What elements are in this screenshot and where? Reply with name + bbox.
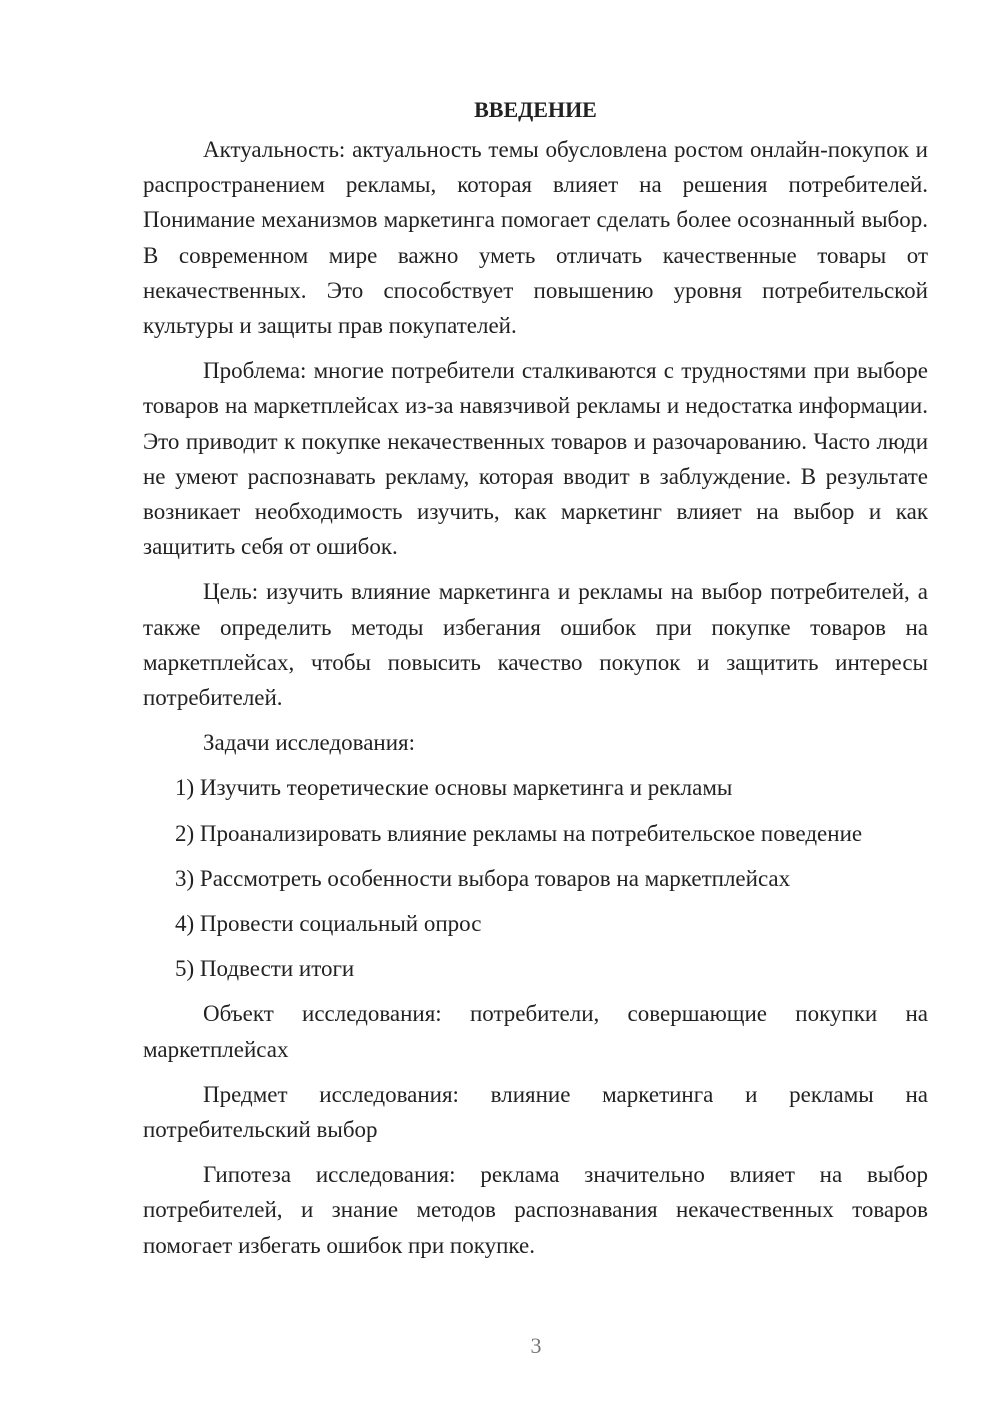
task-item: 5) Подвести итоги: [175, 956, 355, 982]
page-content: [143, 92, 928, 1273]
page-title: ВВЕДЕНИЕ: [474, 97, 597, 122]
paragraph-subject: Предмет исследования: влияние маркетинга и рекламы на потребительский выбор: [143, 1081, 928, 1143]
task-item: 4) Провести социальный опрос: [175, 911, 482, 937]
paragraph-goal: Цель: изучить влияние маркетинга и рекламы на выбор потребителей, а также определить методы избегания ошибок при покупке товаров на маркетплейсах, чтобы повысить качество покупок и защитить интересы потребителей.: [143, 579, 928, 711]
tasks-list: [143, 770, 928, 986]
task-item: 1) Изучить теоретические основы маркетинга и рекламы: [175, 775, 733, 801]
page-number: 3: [530, 1333, 542, 1358]
paragraph-problem: Проблема: многие потребители сталкиваются с трудностями при выборе товаров на маркетплейсах из-за навязчивой рекламы и недостатка информации. Это приводит к покупке некачественных товаров и разочарованию. Часто люди не умеют распознавать рекламу, которая вводит в заблуждение. В результате возникает необходимость изучить, как маркетинг влияет на выбор и как защитить себя от ошибок.: [143, 358, 928, 560]
task-item: 3) Рассмотреть особенности выбора товаров на маркетплейсах: [175, 865, 791, 891]
paragraph-hypothesis: Гипотеза исследования: реклама значительно влияет на выбор потребителей, и знание методов распознавания некачественных товаров помогает избегать ошибок при покупке.: [143, 1162, 928, 1258]
paragraph-object: Объект исследования: потребители, совершающие покупки на маркетплейсах: [143, 1001, 928, 1062]
tasks-heading: Задачи исследования:: [203, 730, 416, 756]
paragraph-relevance: Актуальность: актуальность темы обусловлена ростом онлайн-покупок и распространением рекламы, которая влияет на решения потребителей. Понимание механизмов маркетинга помогает сделать более осознанный выбор. В современном мире важно уметь отличать качественные товары от некачественных. Это способствует повышению уровня потребительской культуры и защиты прав покупателей.: [143, 137, 928, 339]
task-item: 2) Проанализировать влияние рекламы на потребительское поведение: [175, 820, 863, 846]
